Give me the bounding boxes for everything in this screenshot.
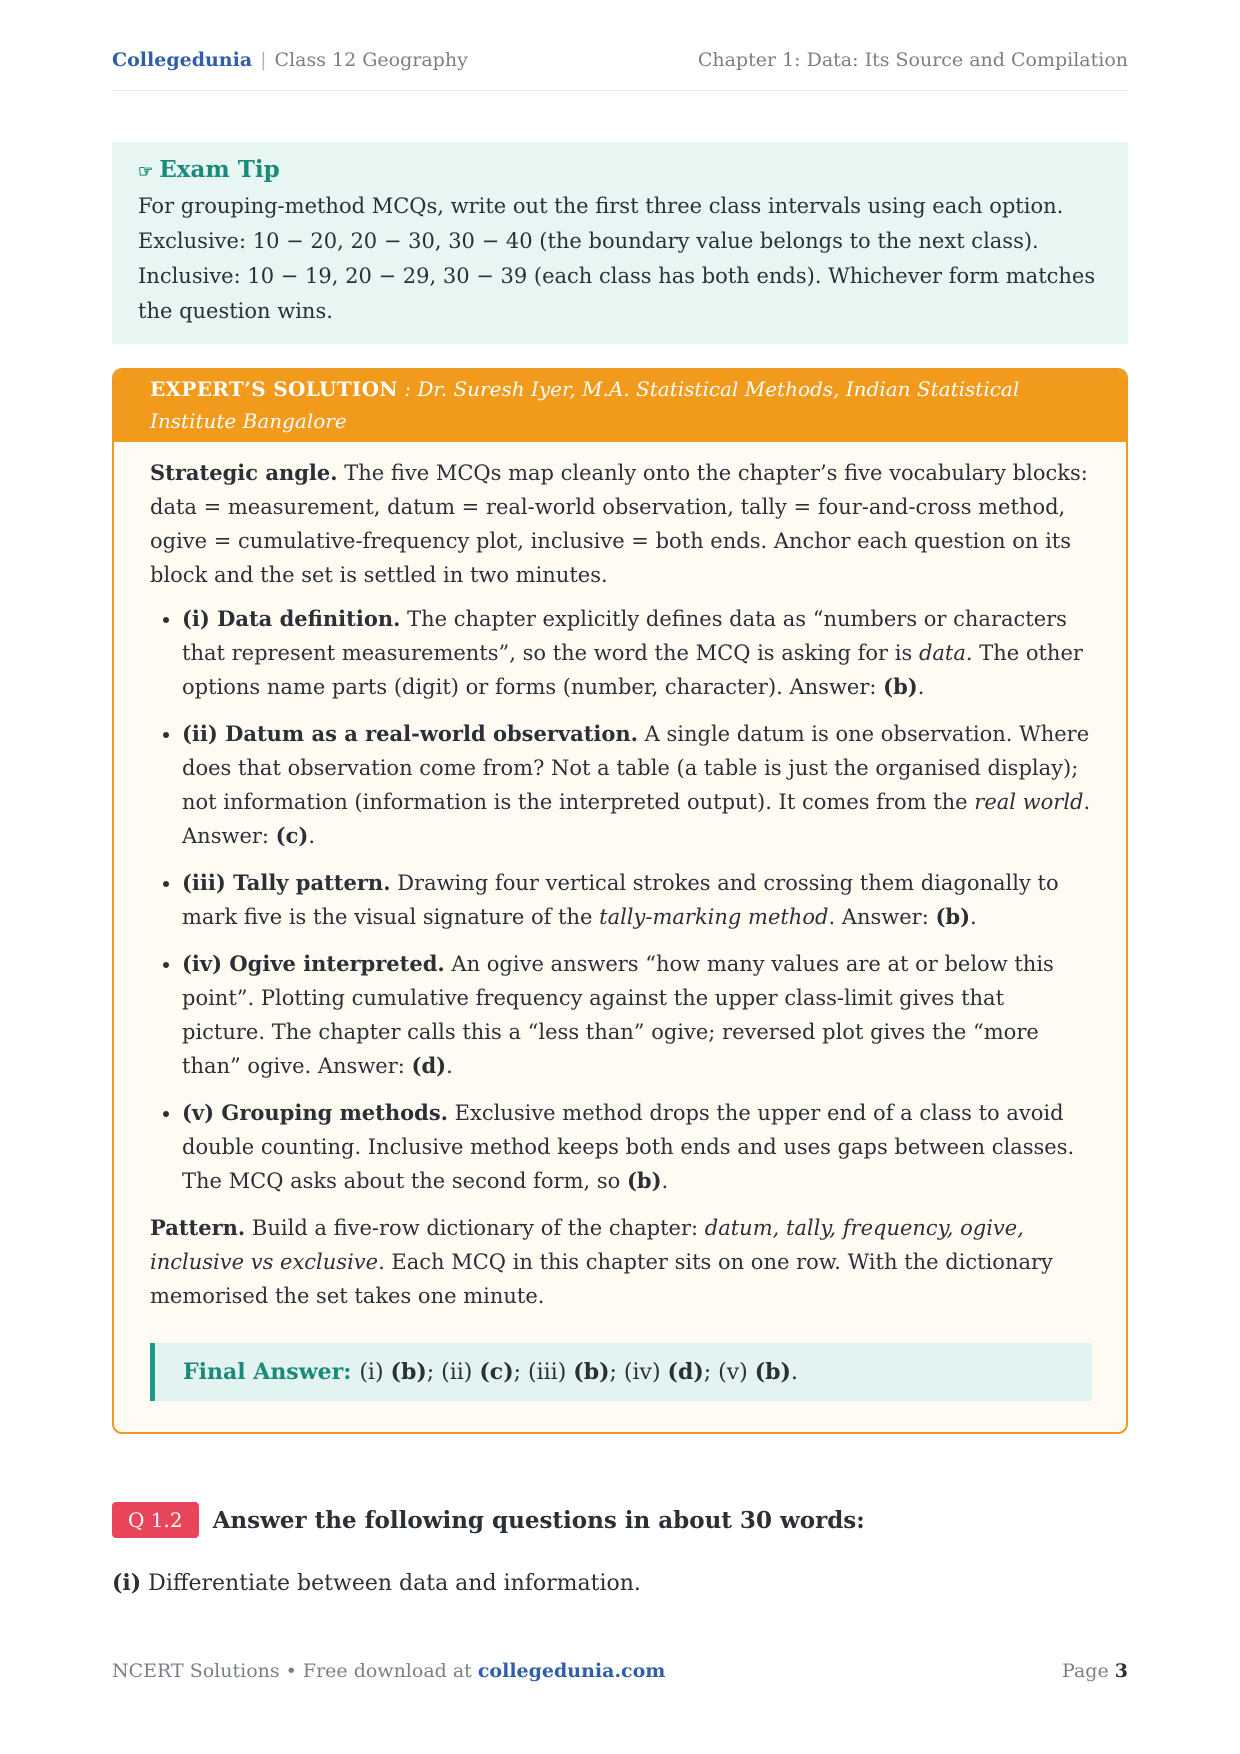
strategic-angle-paragraph [150,456,1092,592]
page-header [112,30,1128,91]
answer-part: (i) [359,1359,391,1385]
item-text: . Answer: [182,790,1091,848]
mcq-explanation-list [150,602,1092,1198]
page-num: 3 [1114,1660,1128,1682]
subject-label: Class 12 Geography [274,49,468,71]
item-end: . [308,824,316,848]
item-end: . [917,675,925,699]
strategic-angle-label: Strategic angle. [150,460,338,485]
answer-part: (iv) [623,1359,668,1385]
exam-tip-box [112,142,1128,344]
pointing-hand-icon: ☞ [138,162,154,182]
exam-tip-title [138,156,1102,183]
header-left [112,49,468,71]
item-end: . [970,905,977,929]
item-label: (iv) Ogive interpreted. [182,951,445,976]
answer-part: (v) [718,1359,755,1385]
list-item [182,1096,1092,1198]
item-text: The chapter explicitly defines data as “numbers or characters that represent measurements”, so the word the MCQ is asking for is [182,607,1067,665]
item-answer: (b) [935,904,971,929]
expert-author: : Dr. Suresh Iyer, M.A. Statistical Methods, Indian Statistical Institute Bangalore [150,377,1020,433]
final-answer-label: Final Answer: [183,1359,352,1385]
item-answer: (c) [275,823,309,848]
sub-question-label: (i) [112,1570,142,1596]
expert-solution-body [114,442,1126,1401]
item-end: . [661,1169,669,1193]
pattern-label: Pattern. [150,1215,246,1240]
list-item [182,866,1092,934]
answer-part: . [790,1359,798,1385]
item-text: . Answer: [828,905,936,929]
item-answer: (b) [626,1168,662,1193]
item-label: (ii) Datum as a real-world observation. [182,721,638,746]
exam-tip-heading: Exam Tip [159,156,280,183]
item-label: (i) Data definition. [182,606,401,631]
page-number [1062,1660,1128,1682]
expert-solution-heading: EXPERT’S SOLUTION [150,377,398,401]
footer-text: NCERT Solutions • Free download at [112,1660,478,1682]
list-item [182,717,1092,853]
item-text: . The other options name parts (digit) or forms (number, character). Answer: [182,641,1083,699]
sub-question-text: Differentiate between data and information. [141,1571,641,1596]
brand-logo-text[interactable]: Collegedunia [112,49,253,71]
chapter-title: Chapter 1: Data: Its Source and Compilation [697,49,1128,71]
answer-part: ; [609,1359,624,1385]
pattern-emphasis: datum, tally, frequency, ogive, inclusive vs exclusive [150,1216,1024,1274]
item-text: A single datum is one observation. Where does that observation come from? Not a table (a table is just the organised display); not information (information is the interpreted output). It comes from the [182,722,1090,814]
list-item [182,602,1092,704]
answer-part: (ii) [441,1359,480,1385]
answer-part: ; [426,1359,442,1385]
pattern-text: Build a five-row dictionary of the chapter: [245,1216,705,1240]
item-answer: (b) [883,674,918,699]
item-end: . [446,1054,453,1078]
answer-choice: (b) [573,1358,610,1385]
item-label: (iii) Tally pattern. [182,870,391,895]
answer-choice: (b) [754,1358,791,1385]
exam-tip-body: For grouping-method MCQs, write out the first three class intervals using each option. Exclusive: 10 − 20, 20 − 30, 30 − 40 (the boundary value belongs to the next class). Inclusive: 10 − 19, 20 − 29, 30 − 39 (each class has both ends). Whichever form matches the question wins. [138,194,1096,323]
final-answer-box [150,1343,1092,1401]
answer-choice: (d) [667,1358,704,1385]
item-label: (v) Grouping methods. [182,1100,448,1125]
answer-choice: (c) [479,1358,514,1385]
question-header [112,1502,865,1538]
item-text: An ogive answers “how many values are at or below this point”. Plotting cumulative frequency against the upper class-limit gives that picture. The chapter calls this a “less than” ogive; reversed plot gives the “more than” ogive. Answer: [182,952,1054,1078]
expert-solution-box [112,368,1128,1434]
item-text: Drawing four vertical strokes and crossing them diagonally to mark five is the visual signature of the [182,871,1059,929]
page-label: Page [1062,1660,1115,1682]
item-emphasis: data [918,641,966,665]
page-footer [112,1660,1128,1682]
header-separator: | [260,49,267,71]
footer-left [112,1660,665,1682]
answer-choice: (b) [390,1358,427,1385]
answer-part: ; [513,1359,529,1385]
list-item [182,947,1092,1083]
question-title: Answer the following questions in about 30 words: [212,1506,865,1534]
sub-question [112,1570,641,1596]
strategic-angle-text: The five MCQs map cleanly onto the chapter’s five vocabulary blocks: data = measurement, datum = real-world observation, tally = four-and-cross method, ogive = cumulative-frequency plot, inclusive = both ends. Anchor each question on its block and the set is settled in two minutes. [150,461,1088,587]
item-emphasis: real world [974,790,1084,814]
expert-solution-header [114,370,1126,442]
pattern-text: . Each MCQ in this chapter sits on one row. With the dictionary memorised the set takes one minute. [150,1250,1053,1308]
final-answer-values [359,1355,798,1390]
footer-link[interactable]: collegedunia.com [477,1660,666,1682]
answer-part: (iii) [528,1359,574,1385]
item-answer: (d) [411,1053,447,1078]
answer-part: ; [703,1359,719,1385]
item-emphasis: tally-marking method [599,905,829,929]
item-text: Exclusive method drops the upper end of a class to avoid double counting. Inclusive method keeps both ends and uses gaps between classes. The MCQ asks about the second form, so [182,1101,1075,1193]
question-badge: Q 1.2 [112,1502,199,1538]
pattern-paragraph [150,1211,1092,1313]
